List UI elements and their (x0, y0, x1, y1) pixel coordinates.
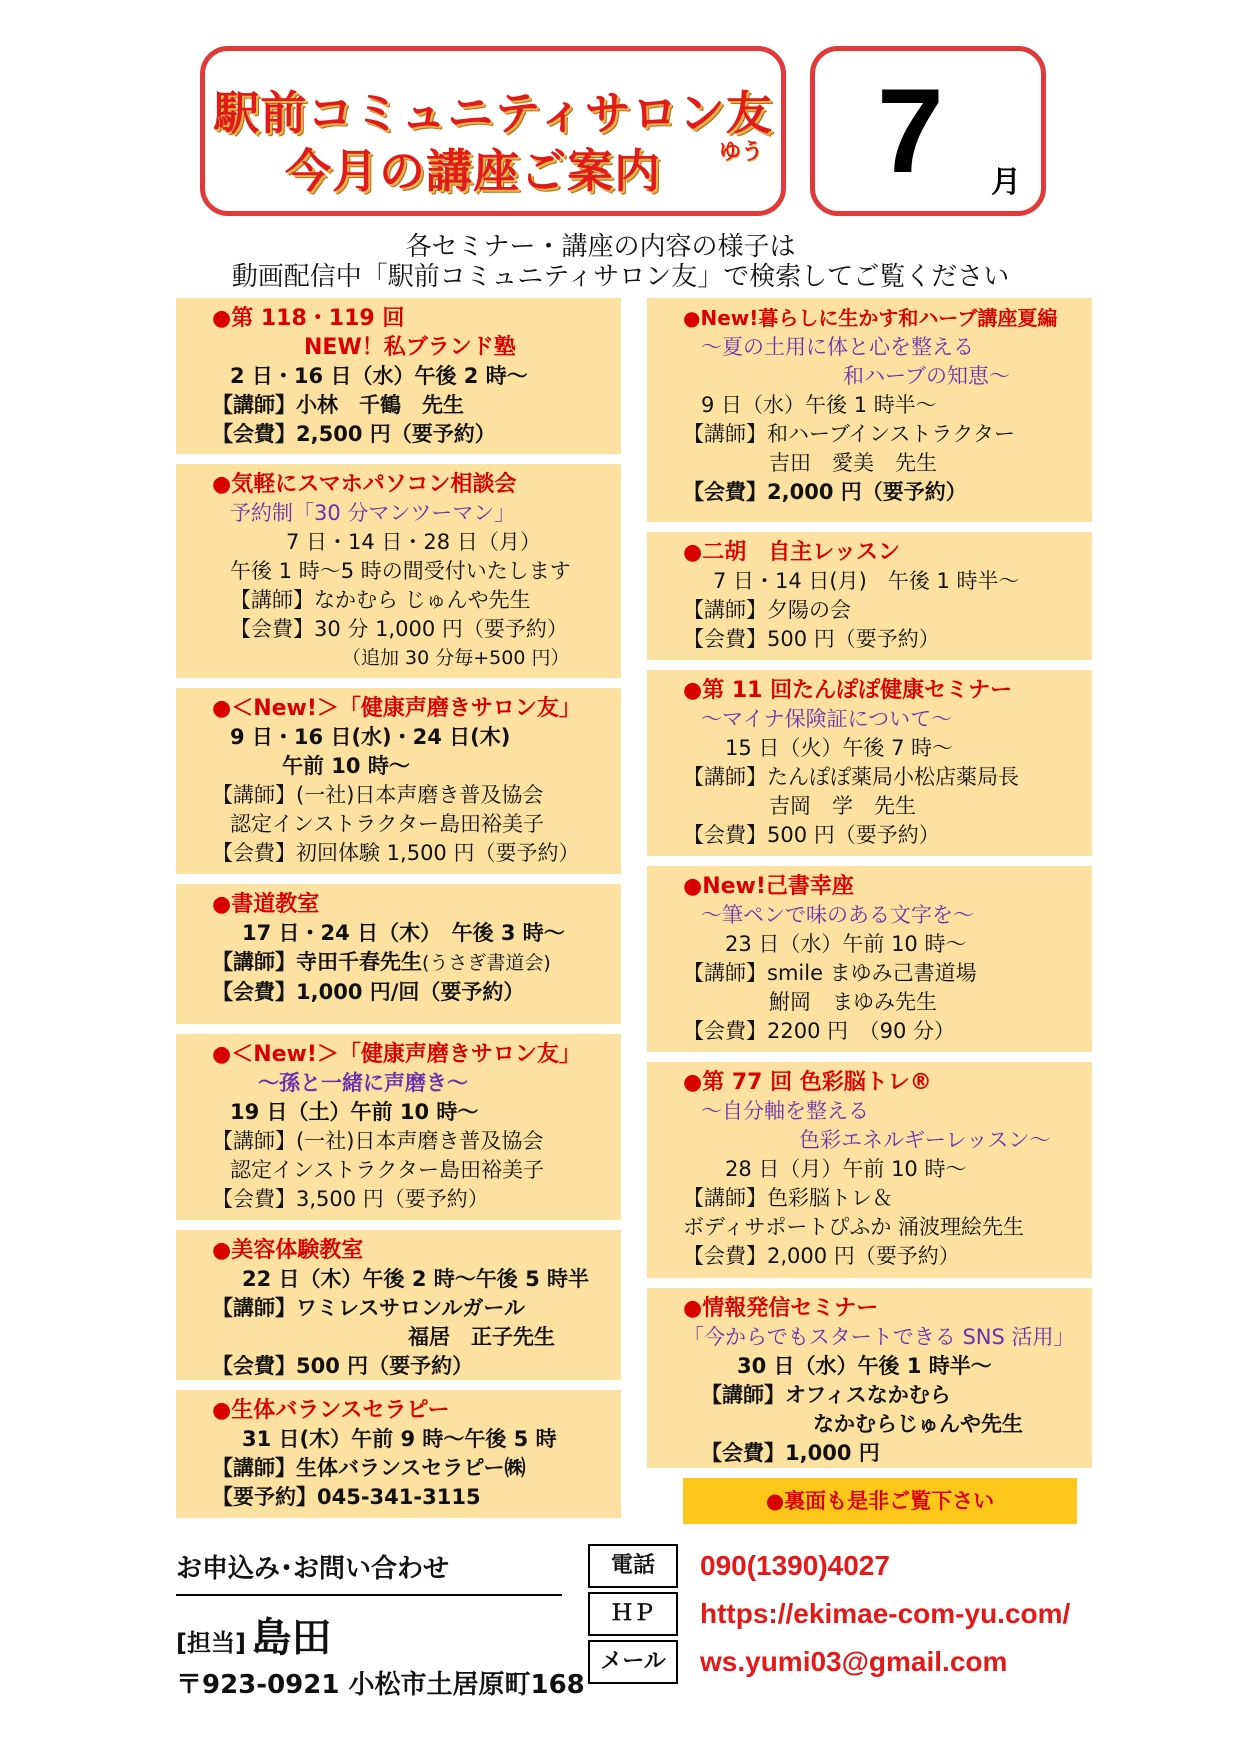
card-subtitle: ～筆ペンで味のある文字を～ (701, 903, 974, 927)
card-subtitle-2: 和ハーブの知恵～ (843, 364, 1010, 388)
course-card-onoresho (647, 866, 1092, 1052)
card-title: ●＜New!＞「健康声磨きサロン友」 (212, 1042, 581, 1067)
course-card-herb (647, 298, 1092, 522)
card-date: 31 日(木）午前 9 時～午後 5 時 (242, 1427, 557, 1451)
card-instructor-detail: 認定インストラクター島田裕美子 (230, 1158, 544, 1182)
card-contact: 【要予約】045-341-3115 (212, 1485, 481, 1509)
course-card-sns (647, 1288, 1092, 1468)
card-title: ●第 77 回 色彩脳トレ® (683, 1070, 932, 1095)
card-instructor: 【講師】(一社)日本声磨き普及協会 (212, 783, 544, 807)
card-instructor-detail: 認定インストラクター島田裕美子 (230, 812, 544, 836)
card-instructor-name: ボディサポートぴふか 涌波理絵先生 (683, 1215, 1024, 1239)
course-card-tanpopo (647, 670, 1092, 856)
card-title: ●第 118・119 回 (212, 306, 405, 331)
month-unit: 月 (991, 165, 1021, 200)
mail-address-link[interactable]: ws.yumi03@gmail.com (700, 1646, 1008, 1677)
contact-address: 〒923-0921 小松市土居原町168 (176, 1670, 585, 1700)
card-date: 23 日（水）午前 10 時～ (725, 932, 967, 956)
card-title: ●気軽にスマホパソコン相談会 (212, 472, 517, 497)
card-time: 午前 10 時～ (282, 754, 410, 778)
hp-url-link[interactable]: https://ekimae-com-yu.com/ (700, 1598, 1071, 1629)
card-subtitle: ～夏の土用に体と心を整える (701, 335, 974, 359)
card-instructor: 【講師】生体バランスセラピー㈱ (212, 1456, 526, 1480)
card-instructor: 【講師】ワミレスサロンルガール (212, 1296, 526, 1320)
card-instructor: 【講師】たんぽぽ薬局小松店薬局長 (683, 765, 1019, 789)
card-date: 17 日・24 日（木） 午後 3 時～ (242, 921, 565, 945)
course-card-erhu (647, 532, 1092, 660)
card-title: ●生体バランスセラピー (212, 1398, 450, 1423)
card-subtitle-2: 色彩エネルギーレッスン～ (799, 1128, 1051, 1152)
card-subtitle: ～孫と一緒に声磨き～ (258, 1071, 468, 1095)
card-subtitle: NEW！私ブランド塾 (304, 335, 516, 360)
intro-line-2: 動画配信中「駅前コミュニティサロン友」で検索してご覧ください (231, 262, 1010, 292)
month-box (810, 46, 1046, 216)
card-date: 22 日（木）午後 2 時～午後 5 時半 (242, 1267, 590, 1291)
card-fee: 【会費】2,000 円（要予約） (683, 480, 967, 504)
card-instructor: 【講師】オフィスなかむら (701, 1383, 951, 1407)
hp-label: ＨＰ (588, 1592, 678, 1636)
card-title: ●書道教室 (212, 892, 320, 917)
card-subtitle: ～自分軸を整える (701, 1099, 869, 1123)
card-instructor: 【講師】なかむら じゅんや先生 (230, 588, 531, 612)
intro-line-1: 各セミナー・講座の内容の様子は (405, 232, 796, 262)
card-fee: 【会費】2,500 円（要予約） (212, 422, 496, 446)
card-title: ●New!己書幸座 (683, 874, 854, 899)
card-instructor-name: なかむらじゅんや先生 (813, 1412, 1023, 1436)
phone-label: 電話 (588, 1544, 678, 1588)
course-card-beauty (176, 1230, 621, 1380)
card-instructor: 【講師】小林 千鶴 先生 (212, 393, 464, 417)
card-fee: 【会費】500 円（要予約） (683, 823, 940, 847)
card-date: 30 日（水）午後 1 時半～ (737, 1354, 992, 1378)
card-fee: 【会費】30 分 1,000 円（要予約） (230, 617, 568, 641)
card-instructor: 【講師】夕陽の会 (683, 598, 851, 622)
card-date: 9 日・16 日(水)・24 日(木) (230, 725, 511, 749)
contact-divider (176, 1594, 562, 1596)
course-card-calligraphy (176, 884, 621, 1024)
card-title: ●New!暮らしに生かす和ハーブ講座夏編 (683, 306, 1058, 330)
course-card-smartphone (176, 464, 621, 678)
card-title: ●情報発信セミナー (683, 1296, 879, 1321)
card-fee: 【会費】2200 円 （90 分） (683, 1019, 956, 1043)
card-date: 19 日（土）午前 10 時～ (230, 1100, 479, 1124)
card-date: 28 日（月）午前 10 時～ (725, 1157, 967, 1181)
mail-label: メール (588, 1640, 678, 1684)
contact-heading: お申込み･お問い合わせ (176, 1554, 450, 1584)
title-furigana: ゆう (718, 140, 763, 165)
card-instructor-name: 福居 正子先生 (408, 1325, 555, 1349)
contact-person (176, 1606, 332, 1663)
card-date: 2 日・16 日（水）午後 2 時～ (230, 364, 528, 388)
contact-person-name: 島田 (251, 1615, 332, 1661)
card-title: ●第 11 回たんぽぽ健康セミナー (683, 678, 1013, 703)
title-line-1: 駅前コミュニティサロン友 (213, 86, 773, 140)
card-date: 7 日・14 日(月) 午後 1 時半～ (713, 569, 1020, 593)
card-fee: 【会費】3,500 円（要予約） (212, 1187, 489, 1211)
title-box (200, 46, 786, 216)
card-instructor-name: 吉岡 学 先生 (769, 794, 916, 818)
card-title: ●＜New!＞「健康声磨きサロン友」 (212, 696, 581, 721)
card-subtitle: ～マイナ保険証について～ (701, 707, 953, 731)
card-fee: 【会費】初回体験 1,500 円（要予約） (212, 841, 580, 865)
card-instructor-name: 吉田 愛美 先生 (769, 451, 937, 475)
card-subtitle: 予約制「30 分マンツーマン」 (230, 501, 516, 525)
month-number: 7 (877, 64, 944, 198)
card-instructor: 【講師】寺田千春先生(うさぎ書道会) (212, 950, 551, 974)
card-fee: 【会費】500 円（要予約） (683, 627, 940, 651)
card-title: ●二胡 自主レッスン (683, 540, 900, 565)
course-card-brand (176, 298, 621, 454)
card-date: 15 日（火）午後 7 時～ (725, 736, 954, 760)
card-instructor: 【講師】smile まゆみ己書道場 (683, 961, 977, 985)
card-subtitle: 「今からでもスタートできる SNS 活用」 (683, 1325, 1075, 1349)
card-instructor-name: 鮒岡 まゆみ先生 (769, 990, 937, 1014)
card-note: （追加 30 分毎+500 円） (342, 647, 570, 669)
course-card-voice-kids (176, 1034, 621, 1220)
course-card-balance (176, 1390, 621, 1518)
card-fee: 【会費】500 円（要予約） (212, 1354, 474, 1378)
card-date: 7 日・14 日・28 日（月） (286, 530, 541, 554)
course-card-color (647, 1062, 1092, 1278)
back-page-notice: ●裏面も是非ご覧下さい (683, 1478, 1077, 1524)
contact-person-label: [担当] (176, 1629, 246, 1657)
title-line-2: 今月の講座ご案内 (285, 144, 661, 198)
card-time: 午後 1 時～5 時の間受付いたします (230, 559, 571, 583)
card-date: 9 日（水）午後 1 時半～ (701, 393, 937, 417)
card-instructor: 【講師】(一社)日本声磨き普及協会 (212, 1129, 544, 1153)
card-fee: 【会費】2,000 円（要予約） (683, 1244, 960, 1268)
card-instructor: 【講師】和ハーブインストラクター (683, 422, 1016, 446)
phone-number[interactable]: 090(1390)4027 (700, 1550, 890, 1581)
course-card-voice (176, 688, 621, 874)
card-fee: 【会費】1,000 円/回（要予約） (212, 980, 525, 1004)
card-fee: 【会費】1,000 円 (701, 1441, 880, 1465)
card-instructor: 【講師】色彩脳トレ＆ (683, 1186, 893, 1210)
card-title: ●美容体験教室 (212, 1238, 364, 1263)
